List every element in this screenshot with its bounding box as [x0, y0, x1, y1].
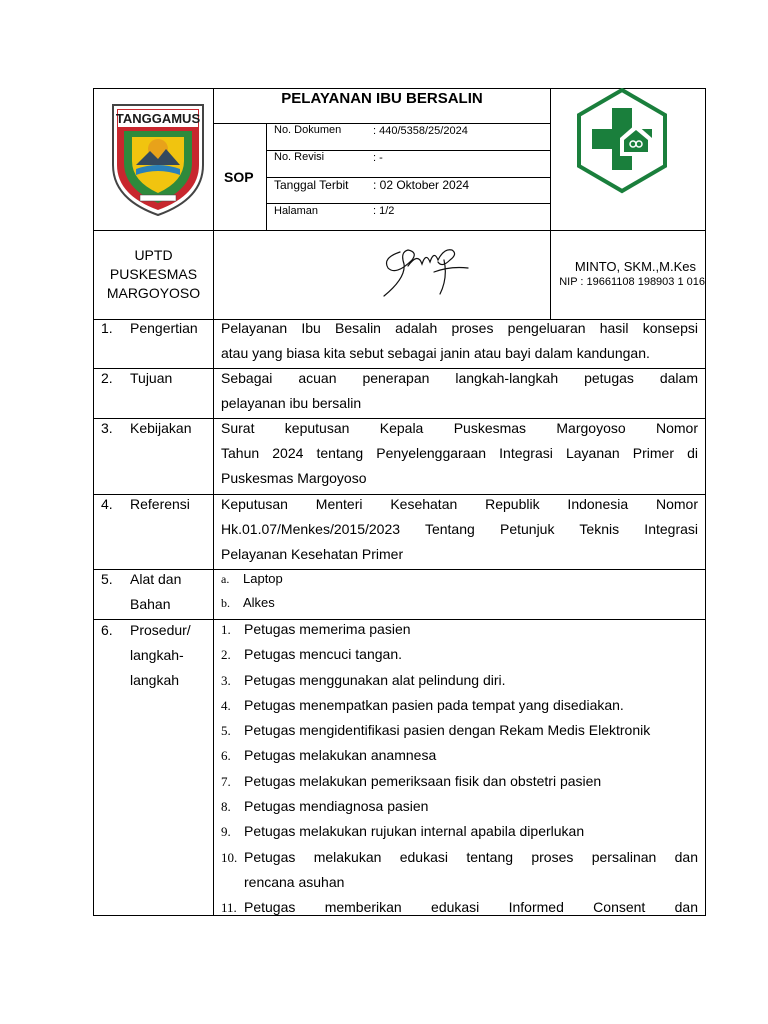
procedure-step: [221, 895, 698, 920]
section-5-content: [221, 567, 283, 615]
issue-date-label: Tanggal Terbit: [274, 178, 349, 192]
step-text: Petugas memberikan edukasi Informed Consent dan: [244, 899, 698, 916]
org-name: [94, 246, 213, 303]
tanggamus-logo: [110, 103, 206, 217]
text-line: Pelayanan Ibu Besalin adalah proses pengeluaran hasil konsepsi: [221, 320, 698, 336]
procedure-step-continuation: [221, 870, 698, 895]
text-line: Puskesmas Margoyoso: [221, 470, 367, 486]
text-line: Surat keputusan Kepala Puskesmas Margoyoso Nomor: [221, 420, 698, 436]
section-1-label: Pengertian: [130, 320, 198, 336]
step-text: Petugas menempatkan pasien pada tempat yang disediakan.: [244, 696, 624, 713]
procedure-step: [221, 845, 698, 870]
procedure-step: [221, 668, 698, 693]
puskesmas-logo: [576, 88, 668, 194]
procedure-step: [221, 693, 698, 718]
step-number: 1.: [221, 622, 231, 637]
list-item: [221, 591, 283, 615]
list-marker: a.: [221, 572, 230, 586]
text-line: Sebagai acuan penerapan langkah-langkah petugas dalam: [221, 370, 698, 386]
section-1-number: 1.: [101, 320, 113, 336]
procedure-step: [221, 769, 698, 794]
procedure-list: [221, 617, 698, 921]
org-line-3: MARGOYOSO: [106, 285, 201, 301]
procedure-step: [221, 819, 698, 844]
revision-label: No. Revisi: [274, 151, 325, 163]
revision-value: : -: [373, 152, 383, 164]
step-text: Petugas mendiagnosa pasien: [244, 798, 429, 815]
list-marker: b.: [221, 596, 230, 610]
org-line-1: UPTD: [134, 247, 173, 263]
section-4-content: [221, 492, 698, 567]
step-text: Petugas melakukan anamnesa: [244, 747, 437, 764]
text-line: pelayanan ibu bersalin: [221, 395, 362, 411]
list-item: [221, 567, 283, 591]
step-number: 4.: [221, 697, 231, 713]
procedure-step: [221, 718, 698, 743]
step-text: Petugas menggunakan alat pelindung diri.: [244, 671, 506, 688]
text-line: Pelayanan Kesehatan Primer: [221, 546, 404, 562]
section-5-label-line-1: Alat dan: [130, 571, 182, 587]
section-4-number: 4.: [101, 496, 113, 512]
logo-text: TANGGAMUS: [115, 111, 201, 126]
signatory-nip: NIP : 19661108 198903 1 016: [559, 276, 705, 288]
step-text: Petugas melakukan edukasi tentang proses persalinan dan: [244, 848, 698, 865]
section-2-content: [221, 366, 698, 416]
section-6-number: 6.: [101, 622, 113, 638]
step-text: Petugas mengidentifikasi pasien dengan Rekam Medis Elektronik: [244, 722, 651, 739]
procedure-step: [221, 794, 698, 819]
list-text: Alkes: [243, 595, 275, 610]
signature-image: [378, 238, 472, 298]
doc-number-label: No. Dokumen: [274, 124, 342, 136]
step-number: 10.: [221, 849, 238, 865]
section-5-number: 5.: [101, 571, 113, 587]
text-line: Tahun 2024 tentang Penyelenggaraan Integrasi Layanan Primer di: [221, 445, 698, 461]
sop-label: SOP: [224, 169, 254, 185]
section-6-label-line-1: Prosedur/: [130, 622, 191, 638]
step-number: 11.: [221, 900, 237, 916]
section-4-label: Referensi: [130, 496, 190, 512]
text-line: Keputusan Menteri Kesehatan Republik Indonesia Nomor: [221, 496, 698, 512]
section-2-label: Tujuan: [130, 370, 173, 386]
org-line-2: PUSKESMAS: [109, 266, 198, 282]
step-number: 7.: [221, 773, 231, 789]
step-text: Petugas memerima pasien: [244, 621, 411, 637]
doc-number-value: : 440/5358/25/2024: [373, 125, 468, 137]
section-5-label-line-2: Bahan: [130, 596, 171, 612]
signatory-name: MINTO, SKM.,M.Kes: [574, 259, 696, 274]
step-text: rencana asuhan: [244, 873, 345, 890]
step-text: Petugas melakukan rujukan internal apabila diperlukan: [244, 823, 585, 840]
step-text: Petugas mencuci tangan.: [244, 646, 402, 663]
procedure-step: [221, 743, 698, 768]
page-value: : 1/2: [373, 205, 395, 217]
procedure-step: [221, 617, 698, 642]
page-label: Halaman: [274, 205, 319, 217]
section-6-label-line-3: langkah: [130, 672, 180, 688]
section-2-number: 2.: [101, 370, 113, 386]
section-3-number: 3.: [101, 420, 113, 436]
procedure-step: [221, 642, 698, 667]
step-number: 6.: [221, 748, 231, 764]
section-3-label: Kebijakan: [130, 420, 192, 436]
step-number: 9.: [221, 824, 231, 840]
step-number: 5.: [221, 723, 231, 739]
section-3-content: [221, 416, 698, 491]
step-number: 8.: [221, 799, 231, 815]
step-number: 3.: [221, 672, 231, 688]
text-line: atau yang biasa kita sebut sebagai janin atau bayi dalam kandungan.: [221, 345, 650, 361]
list-text: Laptop: [243, 571, 283, 586]
text-line: Hk.01.07/Menkes/2015/2023 Tentang Petunjuk Teknis Integrasi: [221, 521, 698, 537]
section-6-label-line-2: langkah-: [130, 647, 184, 663]
step-text: Petugas melakukan pemeriksaan fisik dan obstetri pasien: [244, 772, 602, 789]
section-1-content: [221, 316, 698, 366]
page-title: PELAYANAN IBU BERSALIN: [281, 90, 483, 107]
step-number: 2.: [221, 647, 231, 663]
issue-date-value: : 02 Oktober 2024: [373, 178, 470, 192]
